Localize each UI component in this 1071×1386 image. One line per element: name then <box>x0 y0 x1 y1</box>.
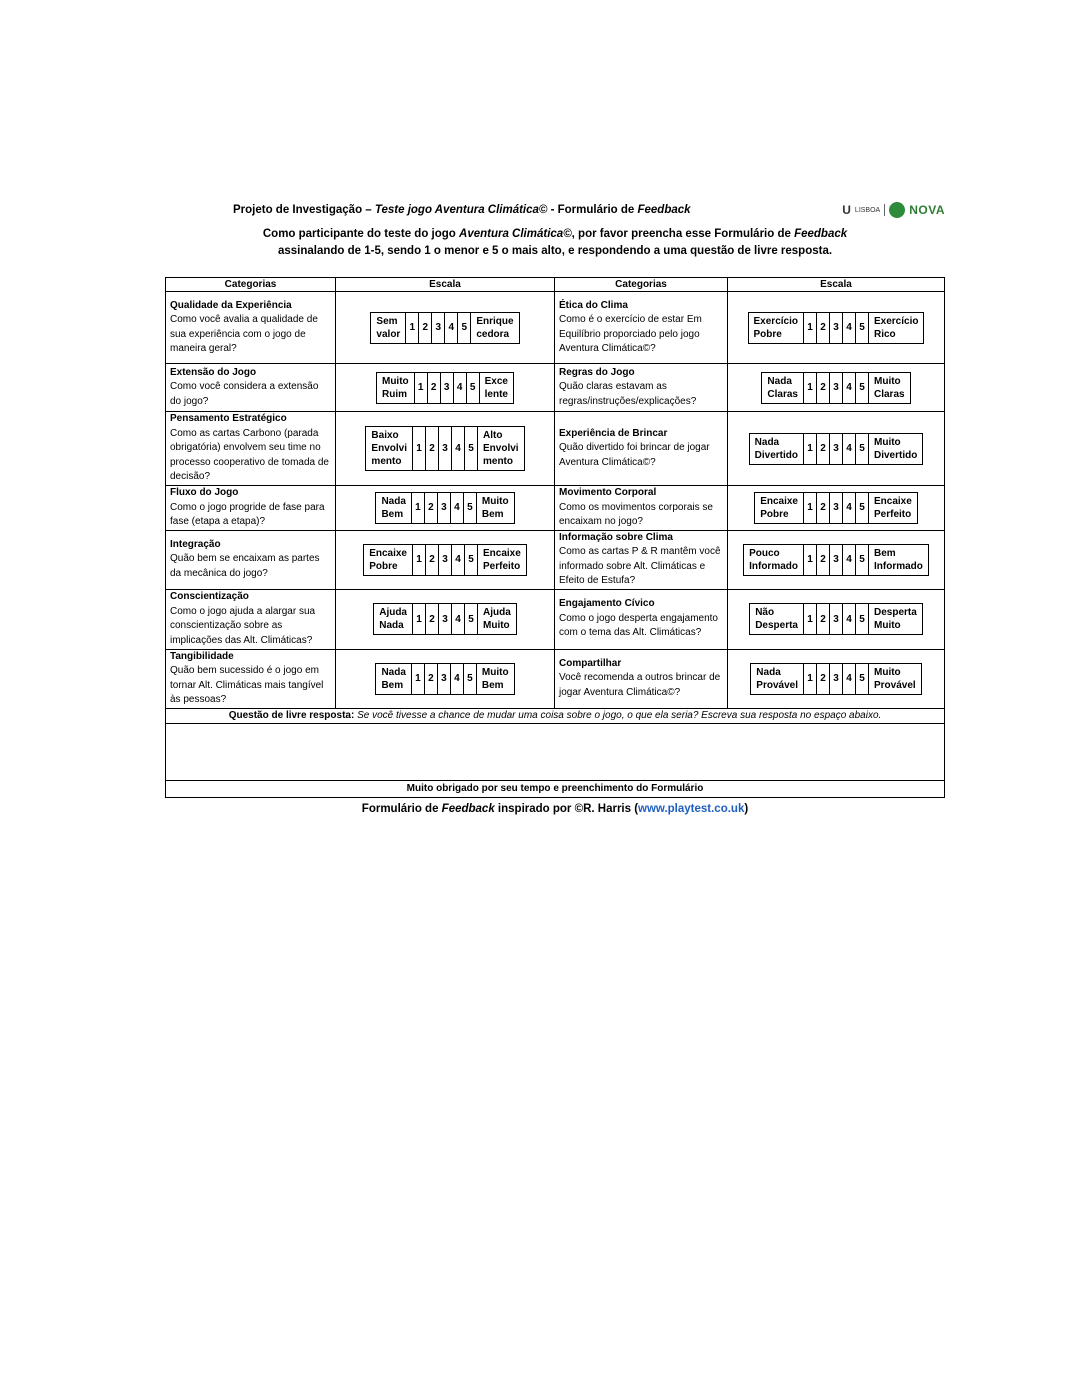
rating-option-4[interactable]: 4 <box>453 373 466 403</box>
question-cell <box>166 292 336 364</box>
scale-cell <box>336 530 555 589</box>
rating-option-5[interactable]: 5 <box>466 373 479 403</box>
scale-high-text: Bem <box>481 679 504 691</box>
rating-option-1[interactable]: 1 <box>414 373 427 403</box>
rating-option-1[interactable]: 1 <box>411 664 424 694</box>
thanks-message: Muito obrigado por seu tempo e preenchimento do Formulário <box>166 781 945 798</box>
scale-low-label <box>755 493 803 523</box>
scale-high-label <box>476 664 514 694</box>
scale-low-text: Não <box>755 607 775 618</box>
scale-cell <box>336 364 555 412</box>
rating-option-5[interactable]: 5 <box>464 545 477 575</box>
rating-option-3[interactable]: 3 <box>829 493 842 523</box>
free-question-row <box>166 708 945 724</box>
rating-option-5[interactable]: 5 <box>457 313 470 343</box>
scale-low-label <box>750 434 803 464</box>
scale-cell <box>728 649 945 708</box>
question-text: Como você considera a extensão do jogo? <box>170 381 319 407</box>
scale-high-label <box>868 493 917 523</box>
scale-low-text: Provável <box>756 679 798 691</box>
category-title: Fluxo do Jogo <box>170 487 239 498</box>
scale-low-text: Muito <box>381 375 409 387</box>
rating-option-4[interactable]: 4 <box>450 493 463 523</box>
scale-low-label <box>364 545 412 575</box>
rating-option-4[interactable]: 4 <box>842 493 855 523</box>
rating-scale <box>749 433 924 465</box>
question-cell <box>555 412 728 486</box>
rating-option-2[interactable]: 2 <box>816 373 829 403</box>
scale-low-text: mento <box>371 456 402 467</box>
category-title: Engajamento Cívico <box>559 598 655 610</box>
rating-option-2[interactable]: 2 <box>816 493 829 523</box>
scale-high-label <box>868 313 923 343</box>
category-title: Regras do Jogo <box>559 366 635 378</box>
rating-option-3[interactable]: 3 <box>829 604 842 634</box>
rating-option-2[interactable]: 2 <box>816 434 829 464</box>
question-text: Como o jogo desperta engajamento com o tema das Alt. Climáticas? <box>559 612 718 639</box>
rating-option-5[interactable]: 5 <box>855 545 868 575</box>
scale-high-text: Bem <box>874 547 896 559</box>
rating-scale <box>363 544 527 576</box>
scale-cell <box>728 530 945 589</box>
scale-high-label <box>868 604 922 634</box>
scale-high-text: Provável <box>874 679 916 691</box>
rating-option-3[interactable]: 3 <box>438 545 451 575</box>
scale-cell <box>728 364 945 412</box>
rating-option-3[interactable]: 3 <box>431 313 444 343</box>
scale-low-text: Nada <box>381 495 406 507</box>
rating-scale <box>370 312 519 344</box>
rating-scale <box>748 312 925 344</box>
rating-option-5[interactable]: 5 <box>855 604 868 634</box>
question-cell <box>555 649 728 708</box>
rating-option-5[interactable]: 5 <box>855 434 868 464</box>
question-text: Quão bem sucessido é o jogo em tornar Alt. Climáticas mais tangível às pessoas? <box>170 665 324 705</box>
rating-option-5[interactable]: 5 <box>855 313 868 343</box>
scale-low-label <box>749 313 803 343</box>
rating-option-4[interactable]: 4 <box>450 664 463 694</box>
table-row <box>166 530 945 589</box>
rating-option-5[interactable]: 5 <box>855 373 868 403</box>
question-text: Como o jogo progride de fase para fase (etapa a etapa)? <box>170 501 325 527</box>
col-header-scale: Escala <box>728 278 945 292</box>
ulisboa-logo-text: LISBOA <box>854 206 881 214</box>
rating-option-4[interactable]: 4 <box>451 545 464 575</box>
nova-emblem-icon <box>889 202 905 218</box>
question-cell <box>555 364 728 412</box>
scale-low-text: Pobre <box>369 560 398 572</box>
question-cell <box>166 589 336 649</box>
rating-scale <box>749 603 923 635</box>
scale-low-text: Nada <box>754 436 780 448</box>
rating-option-5[interactable]: 5 <box>463 493 476 523</box>
scale-low-label <box>371 313 405 343</box>
rating-option-3[interactable]: 3 <box>829 664 842 694</box>
scale-low-text: Informado <box>749 560 798 572</box>
thanks-row <box>166 781 945 798</box>
scale-high-label <box>868 664 921 694</box>
category-title: Informação sobre Clima <box>559 531 673 543</box>
rating-scale <box>754 492 918 524</box>
scale-high-text: mento <box>483 456 513 467</box>
scale-low-text: Baixo <box>371 430 399 441</box>
rating-option-1[interactable]: 1 <box>803 434 816 464</box>
rating-option-2[interactable]: 2 <box>816 604 829 634</box>
scale-high-label <box>479 373 513 403</box>
scale-cell <box>728 589 945 649</box>
rating-option-3[interactable]: 3 <box>437 664 450 694</box>
scale-high-text: Encaixe <box>874 495 912 507</box>
question-text: Como você avalia a qualidade de sua experiência com o jogo de maneira geral? <box>170 314 318 354</box>
table-row <box>166 486 945 531</box>
scale-high-text: Bem <box>481 508 504 520</box>
feedback-table <box>165 277 945 798</box>
rating-scale <box>750 663 921 695</box>
scale-high-label <box>477 427 524 470</box>
rating-option-1[interactable]: 1 <box>411 493 424 523</box>
scale-high-text: Perfeito <box>483 560 521 572</box>
category-title: Tangibilidade <box>170 650 234 662</box>
category-title: Ética do Clima <box>559 299 628 311</box>
rating-scale <box>375 663 514 695</box>
scale-low-label <box>376 664 410 694</box>
scale-high-text: cedora <box>476 328 510 340</box>
question-text: Como os movimentos corporais se encaixam no jogo? <box>559 501 713 527</box>
scale-high-text: Encaixe <box>483 547 521 559</box>
rating-option-2[interactable]: 2 <box>816 313 829 343</box>
rating-option-5[interactable]: 5 <box>464 604 477 634</box>
question-cell <box>555 292 728 364</box>
rating-option-5[interactable]: 5 <box>855 493 868 523</box>
rating-scale <box>375 492 514 524</box>
rating-option-3[interactable]: 3 <box>438 427 451 470</box>
table-row <box>166 412 945 486</box>
scale-low-label <box>376 493 410 523</box>
rating-option-5[interactable]: 5 <box>464 427 477 470</box>
form-header <box>165 200 945 260</box>
rating-option-4[interactable]: 4 <box>444 313 457 343</box>
rating-option-2[interactable]: 2 <box>816 664 829 694</box>
rating-option-3[interactable]: 3 <box>438 604 451 634</box>
category-title: Integração <box>170 538 221 550</box>
scale-low-label <box>750 604 803 634</box>
scale-low-text: Encaixe <box>369 547 407 559</box>
rating-option-1[interactable]: 1 <box>405 313 418 343</box>
scale-high-text: Muito <box>874 620 901 631</box>
scale-high-text: Exercício <box>874 315 919 327</box>
rating-option-4[interactable]: 4 <box>842 434 855 464</box>
scale-high-label <box>868 434 922 464</box>
scale-low-text: Nada <box>767 375 792 387</box>
scale-high-text: Muito <box>483 620 510 631</box>
instructions: Como participante do teste do jogo Aventura Climática©, por favor preencha esse Formulário de Feedback assinalando de 1-5, sendo 1 o menor e 5 o mais alto, e respondendo a uma questão de livre resposta. <box>262 228 848 257</box>
scale-high-text: Ajuda <box>483 607 511 618</box>
rating-option-1[interactable]: 1 <box>412 604 425 634</box>
scale-high-text: Claras <box>874 388 905 400</box>
scale-high-text: Divertido <box>874 449 918 461</box>
scale-low-text: Bem <box>381 679 404 691</box>
rating-option-4[interactable]: 4 <box>842 313 855 343</box>
scale-high-label <box>470 313 518 343</box>
scale-high-text: Desperta <box>874 607 917 618</box>
category-title: Extensão do Jogo <box>170 366 257 378</box>
scale-high-text: lente <box>484 388 508 400</box>
category-title: Compartilhar <box>559 657 622 669</box>
rating-option-1[interactable]: 1 <box>803 313 816 343</box>
scale-low-text: Nada <box>381 666 406 678</box>
scale-low-text: Bem <box>381 508 404 520</box>
rating-option-2[interactable]: 2 <box>425 545 438 575</box>
rating-option-1[interactable]: 1 <box>412 427 425 470</box>
rating-option-4[interactable]: 4 <box>842 545 855 575</box>
rating-option-4[interactable]: 4 <box>451 427 464 470</box>
rating-option-5[interactable]: 5 <box>855 664 868 694</box>
scale-low-text: Divertido <box>754 449 798 461</box>
question-cell <box>166 412 336 486</box>
table-row <box>166 364 945 412</box>
free-question: Questão de livre resposta: Se você tivesse a chance de mudar uma coisa sobre o jogo, o que ela seria? Escreva sua resposta no espaço abaixo. <box>166 708 945 724</box>
table-header-row <box>166 278 945 292</box>
rating-option-2[interactable]: 2 <box>425 604 438 634</box>
rating-option-3[interactable]: 3 <box>829 313 842 343</box>
scale-cell <box>728 486 945 531</box>
col-header-categories: Categorias <box>166 278 336 292</box>
scale-low-label <box>744 545 803 575</box>
question-text: Quão bem se encaixam as partes da mecânica do jogo? <box>170 553 320 579</box>
rating-option-1[interactable]: 1 <box>803 604 816 634</box>
institution-logos <box>842 202 945 218</box>
rating-option-2[interactable]: 2 <box>424 493 437 523</box>
rating-option-4[interactable]: 4 <box>842 604 855 634</box>
col-header-categories: Categorias <box>555 278 728 292</box>
rating-scale <box>761 372 910 404</box>
scale-high-text: Muito <box>481 666 509 678</box>
question-cell <box>555 530 728 589</box>
rating-option-4[interactable]: 4 <box>451 604 464 634</box>
rating-option-3[interactable]: 3 <box>437 493 450 523</box>
scale-low-text: Nada <box>379 620 404 631</box>
ulisboa-logo: U <box>842 203 851 217</box>
page-title: Projeto de Investigação – Teste jogo Aventura Climática© - Formulário de Feedback <box>233 204 691 216</box>
rating-scale <box>373 603 517 635</box>
question-text: Você recomenda a outros brincar de jogar Aventura Climática©? <box>559 672 721 698</box>
scale-low-text: Nada <box>756 666 781 678</box>
question-cell <box>555 486 728 531</box>
question-cell <box>166 486 336 531</box>
scale-low-label <box>366 427 412 470</box>
scale-high-text: Muito <box>481 495 509 507</box>
question-cell <box>166 530 336 589</box>
scale-high-label <box>868 373 910 403</box>
scale-high-label <box>477 604 516 634</box>
rating-option-2[interactable]: 2 <box>816 545 829 575</box>
scale-cell <box>336 412 555 486</box>
footer-credit: Formulário de Feedback inspirado por ©R. Harris (www.playtest.co.uk) <box>361 803 749 815</box>
scale-low-text: Ruim <box>381 388 407 400</box>
scale-high-text: Informado <box>874 560 923 572</box>
question-text: Como as cartas P & R mantêm você informado sobre Alt. Climáticas e Efeito de Estufa? <box>559 546 721 586</box>
scale-low-text: Desperta <box>755 620 798 631</box>
category-title: Experiência de Brincar <box>559 427 668 439</box>
rating-option-2[interactable]: 2 <box>424 664 437 694</box>
scale-high-text: Muito <box>874 375 901 387</box>
question-cell <box>166 649 336 708</box>
rating-scale <box>365 426 524 471</box>
scale-high-text: Enrique <box>476 315 514 327</box>
scale-low-text: Ajuda <box>379 607 407 618</box>
rating-option-4[interactable]: 4 <box>842 664 855 694</box>
category-title: Movimento Corporal <box>559 487 657 498</box>
question-cell <box>166 364 336 412</box>
table-row <box>166 649 945 708</box>
rating-option-2[interactable]: 2 <box>427 373 440 403</box>
scale-low-label <box>377 373 414 403</box>
scale-high-text: Muito <box>874 436 901 448</box>
scale-cell <box>336 649 555 708</box>
rating-option-3[interactable]: 3 <box>829 545 842 575</box>
question-text: Quão divertido foi brincar de jogar Aventura Climática©? <box>559 442 710 468</box>
scale-cell <box>728 412 945 486</box>
col-header-scale: Escala <box>336 278 555 292</box>
scale-low-text: Exercício <box>753 315 798 327</box>
question-text: Como o jogo ajuda a alargar sua conscientização sobre as implicações das Alt. Climáticas? <box>170 605 316 646</box>
scale-low-label <box>374 604 412 634</box>
scale-cell <box>336 486 555 531</box>
scale-high-text: Muito <box>874 666 901 678</box>
category-title: Pensamento Estratégico <box>170 413 287 425</box>
question-text: Quão claras estavam as regras/instruções/explicações? <box>559 381 697 407</box>
scale-high-label <box>868 545 928 575</box>
rating-option-2[interactable]: 2 <box>418 313 431 343</box>
rating-option-1[interactable]: 1 <box>803 373 816 403</box>
scale-high-text: Rico <box>874 328 896 340</box>
scale-low-text: Encaixe <box>760 495 798 507</box>
rating-option-5[interactable]: 5 <box>463 664 476 694</box>
free-answer-area[interactable] <box>166 724 945 781</box>
scale-low-text: Claras <box>767 388 798 400</box>
question-text: Como é o exercício de estar Em Equilíbrio proporciado pelo jogo Aventura Climática©? <box>559 314 702 354</box>
scale-low-text: valor <box>376 328 401 340</box>
free-answer-row <box>166 724 945 781</box>
scale-high-label <box>477 545 526 575</box>
table-row <box>166 589 945 649</box>
logo-divider <box>884 204 885 216</box>
scale-high-text: Exce <box>484 375 508 387</box>
scale-low-text: Pobre <box>753 328 782 340</box>
scale-cell <box>336 292 555 364</box>
rating-option-1[interactable]: 1 <box>803 545 816 575</box>
scale-low-text: Sem <box>376 315 398 327</box>
scale-high-label <box>476 493 514 523</box>
category-title: Conscientização <box>170 591 249 602</box>
rating-option-3[interactable]: 3 <box>829 373 842 403</box>
scale-low-text: Pouco <box>749 547 780 559</box>
rating-scale <box>376 372 514 404</box>
rating-option-3[interactable]: 3 <box>440 373 453 403</box>
table-row <box>166 292 945 364</box>
scale-cell <box>728 292 945 364</box>
scale-low-text: Pobre <box>760 508 789 520</box>
scale-low-label <box>751 664 803 694</box>
rating-scale <box>743 544 929 576</box>
question-cell <box>555 589 728 649</box>
playtest-link[interactable]: www.playtest.co.uk <box>638 803 745 815</box>
nova-logo: NOVA <box>909 203 945 217</box>
rating-option-2[interactable]: 2 <box>425 427 438 470</box>
scale-cell <box>336 589 555 649</box>
rating-option-1[interactable]: 1 <box>803 493 816 523</box>
scale-low-text: Envolvi <box>371 443 407 454</box>
question-text: Como as cartas Carbono (parada obrigatória) envolvem seu time no processo cooperativo de tomada de decisão? <box>170 427 329 483</box>
scale-low-label <box>762 373 803 403</box>
rating-option-4[interactable]: 4 <box>842 373 855 403</box>
rating-option-1[interactable]: 1 <box>412 545 425 575</box>
rating-option-1[interactable]: 1 <box>803 664 816 694</box>
scale-high-text: Alto <box>483 430 503 441</box>
scale-high-text: Envolvi <box>483 443 519 454</box>
category-title: Qualidade da Experiência <box>170 299 292 311</box>
scale-high-text: Perfeito <box>874 508 912 520</box>
rating-option-3[interactable]: 3 <box>829 434 842 464</box>
